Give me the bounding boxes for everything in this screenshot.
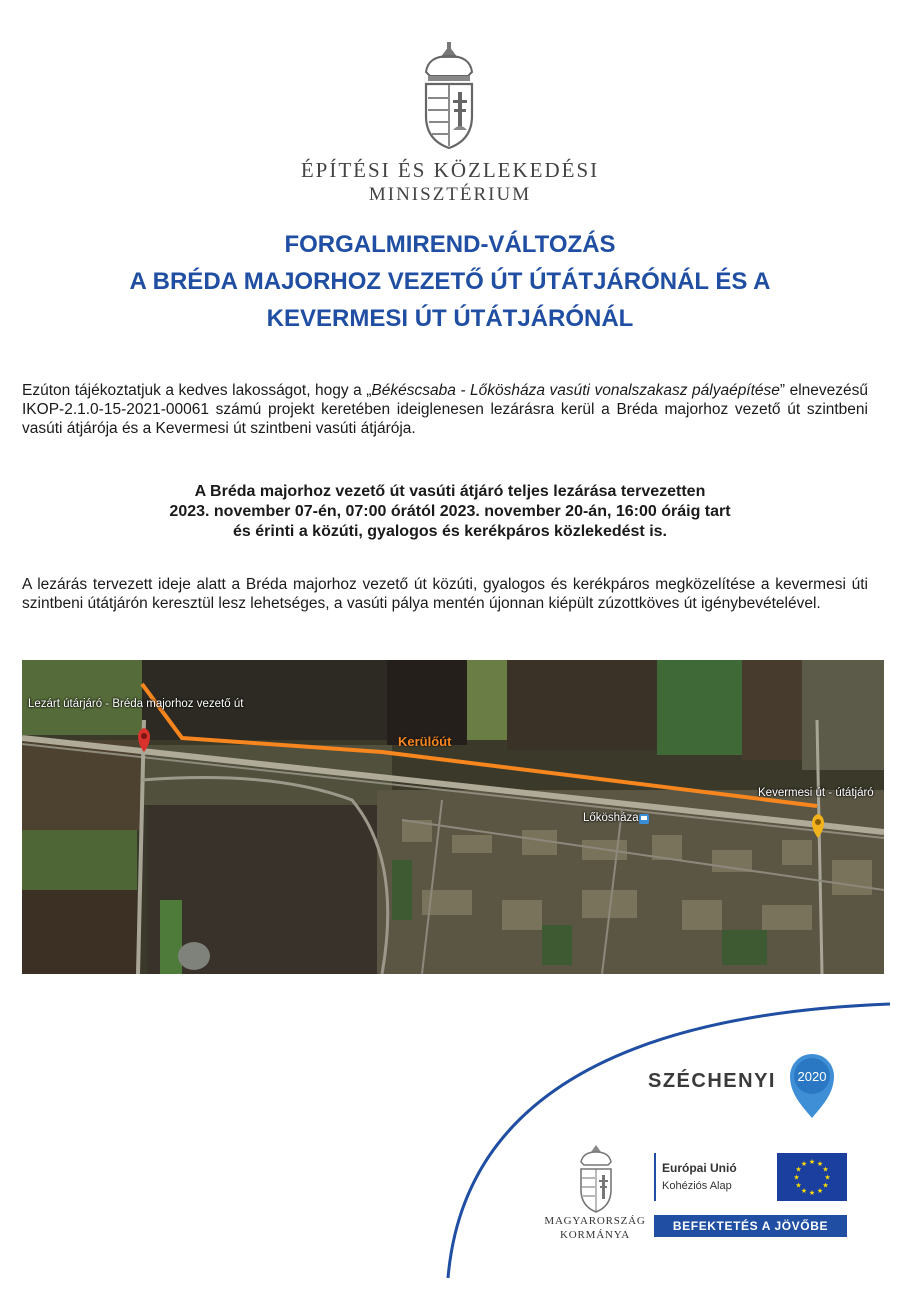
svg-text:★: ★: [808, 1159, 816, 1166]
szechenyi-logo-text: SZÉCHENYI: [648, 1070, 776, 1092]
detour-paragraph: A lezárás tervezett ideje alatt a Bréda majorhoz vezető út közúti, gyalogos és kerékpáros megközelítése a kevermesi úti szintbeni útátjárón keresztül lesz lehetséges, a vasúti pálya mentén újonnan kiépült zúzottköves út igénybevételével.: [22, 576, 868, 612]
svg-text:★: ★: [824, 1174, 831, 1182]
svg-text:★: ★: [808, 1190, 816, 1197]
ministry-name-line2: MINISZTÉRIUM: [368, 184, 532, 205]
szechenyi-year: 2020: [797, 1069, 827, 1084]
project-name: Békéscsaba - Lőkösháza vasúti vonalszakasz pályaépítése: [371, 382, 780, 399]
government-name-line2: KORMÁNYA: [560, 1229, 630, 1241]
government-name-line1: MAGYARORSZÁG: [544, 1215, 646, 1227]
title-line1: FORGALMIREND-VÁLTOZÁS: [284, 231, 616, 258]
closure-line1: A Bréda majorhoz vezető út vasúti átjáró teljes lezárása tervezetten: [194, 483, 706, 500]
svg-text:★: ★: [800, 1161, 808, 1168]
eu-divider: [654, 1153, 656, 1201]
kevermesi-crossing-label: Kevermesi út - útátjáró: [758, 787, 874, 799]
intro-paragraph: [22, 381, 868, 438]
svg-text:★: ★: [816, 1161, 824, 1168]
intro-text-start: Ezúton tájékoztatjuk a kedves lakosságot, hogy a „: [22, 382, 372, 399]
svg-text:★: ★: [795, 1166, 802, 1174]
eu-name: Európai Unió: [662, 1161, 737, 1175]
invest-banner: BEFEKTETÉS A JÖVŐBE: [654, 1215, 847, 1237]
szechenyi-2020-pin-icon: [786, 1050, 838, 1120]
eu-flag-icon: [777, 1153, 847, 1201]
closure-notice: [40, 482, 860, 542]
intro-text-end: ” elnevezésű IKOP-2.1.0-15-2021-00061 számú projekt keretében ideiglenesen lezárásra kerül a Bréda majorhoz vezető út szintbeni vasúti átjárója és a Kevermesi út szintbeni vasúti átjárója.: [22, 382, 868, 437]
closed-crossing-label: Lezárt útárjáró - Bréda majorhoz vezető út: [28, 698, 244, 710]
eu-fund-name: Kohéziós Alap: [662, 1180, 732, 1192]
svg-text:★: ★: [795, 1182, 802, 1190]
svg-text:★: ★: [793, 1174, 800, 1182]
government-crest-icon: [575, 1142, 617, 1214]
station-label: Lőkösháza: [583, 812, 639, 824]
hungarian-coat-of-arms-icon: [418, 42, 480, 150]
svg-text:★: ★: [800, 1188, 808, 1195]
svg-text:★: ★: [822, 1166, 829, 1174]
svg-text:★: ★: [816, 1188, 824, 1195]
satellite-map: [22, 660, 884, 974]
ministry-name-line1: ÉPÍTÉSI ÉS KÖZLEKEDÉSI: [300, 158, 600, 182]
title-line3: KEVERMESI ÚT ÚTÁTJÁRÓNÁL: [266, 305, 634, 332]
page-title: [40, 226, 860, 337]
closure-line3: és érinti a közúti, gyalogos és kerékpáros közlekedést is.: [233, 523, 667, 540]
title-line2: A BRÉDA MAJORHOZ VEZETŐ ÚT ÚTÁTJÁRÓNÁL ÉS A: [129, 268, 771, 295]
svg-text:★: ★: [822, 1182, 829, 1190]
detour-label: Kerülőút: [398, 734, 452, 749]
train-station-icon: [639, 814, 649, 824]
closure-line2: 2023. november 07-én, 07:00 órától 2023. november 20-án, 16:00 óráig tart: [169, 503, 731, 520]
